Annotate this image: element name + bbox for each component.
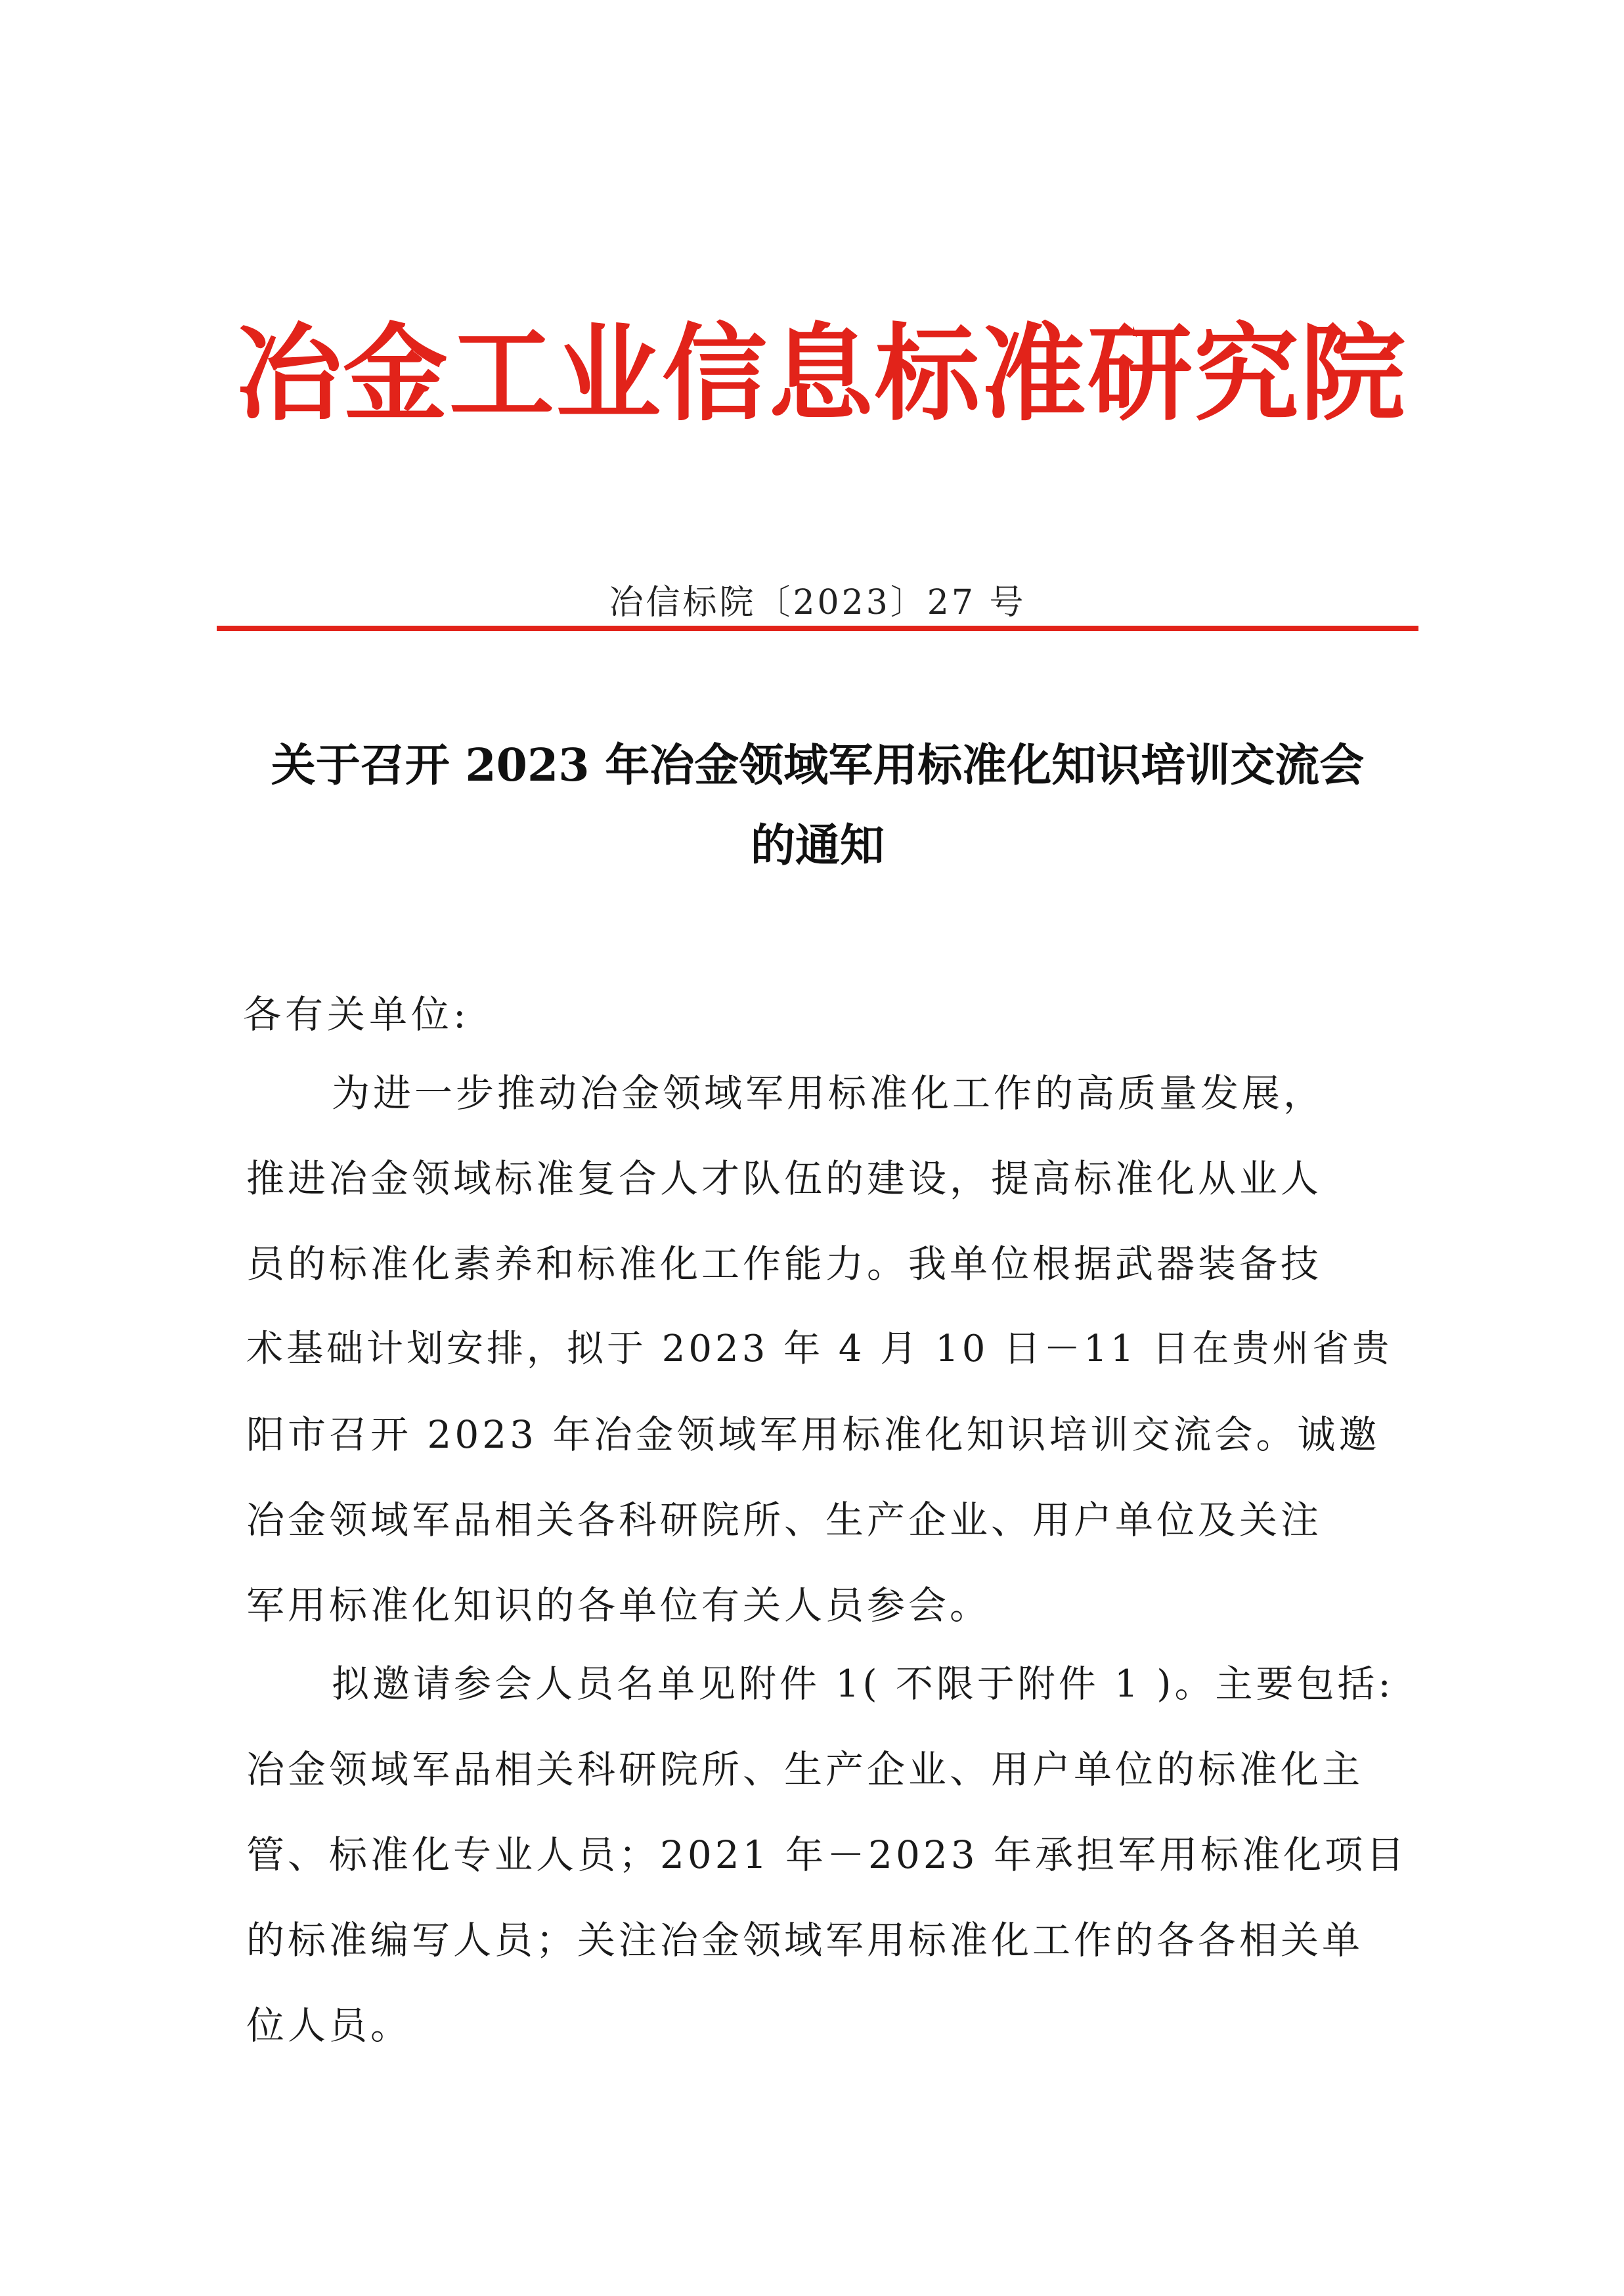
paragraph-line: 阳市召开 2023 年冶金领域军用标准化知识培训交流会。诚邀 (246, 1412, 1380, 1457)
document-number: 冶信标院〔2023〕27 号 (609, 583, 1026, 622)
paragraph-line: 管、标准化专业人员；2021 年－2023 年承担军用标准化项目 (246, 1832, 1408, 1877)
paragraph-line: 术基础计划安排，拟于 2023 年 4 月 10 日－11 日在贵州省贵 (246, 1328, 1393, 1370)
paragraph-2 (246, 1641, 1409, 2068)
notice-title (217, 726, 1418, 886)
paragraph-line: 军用标准化知识的各单位有关人员参会。 (246, 1583, 992, 1628)
notice-title-line-2: 的通知 (750, 819, 885, 872)
paragraph-line: 冶金领域军品相关科研院所、生产企业、用户单位的标准化主 (246, 1747, 1364, 1792)
paragraph-line: 推进冶金领域标准复合人才队伍的建设，提高标准化从业人 (246, 1156, 1323, 1201)
paragraph-line: 冶金领域军品相关各科研院所、生产企业、用户单位及关注 (246, 1498, 1323, 1542)
paragraph-line: 为进一步推动冶金领域军用标准化工作的高质量发展， (332, 1071, 1325, 1116)
paragraph-line: 的标准编写人员；关注冶金领域军用标准化工作的各各相关单 (246, 1918, 1364, 1962)
organization-letterhead: 冶金工业信息标准研究院 (236, 313, 1407, 435)
paragraph-line: 拟邀请参会人员名单见附件 1( 不限于附件 1 )。主要包括: (332, 1662, 1394, 1706)
paragraph-line: 员的标准化素养和标准化工作能力。我单位根据武器装备技 (246, 1242, 1323, 1286)
paragraph-1 (246, 1051, 1409, 1648)
red-divider-line (217, 626, 1418, 631)
notice-title-line-1: 关于召开 2023 年冶金领域军用标准化知识培训交流会 (271, 739, 1365, 792)
salutation: 各有关单位: (243, 992, 470, 1037)
paragraph-line: 位人员。 (246, 2003, 412, 2048)
